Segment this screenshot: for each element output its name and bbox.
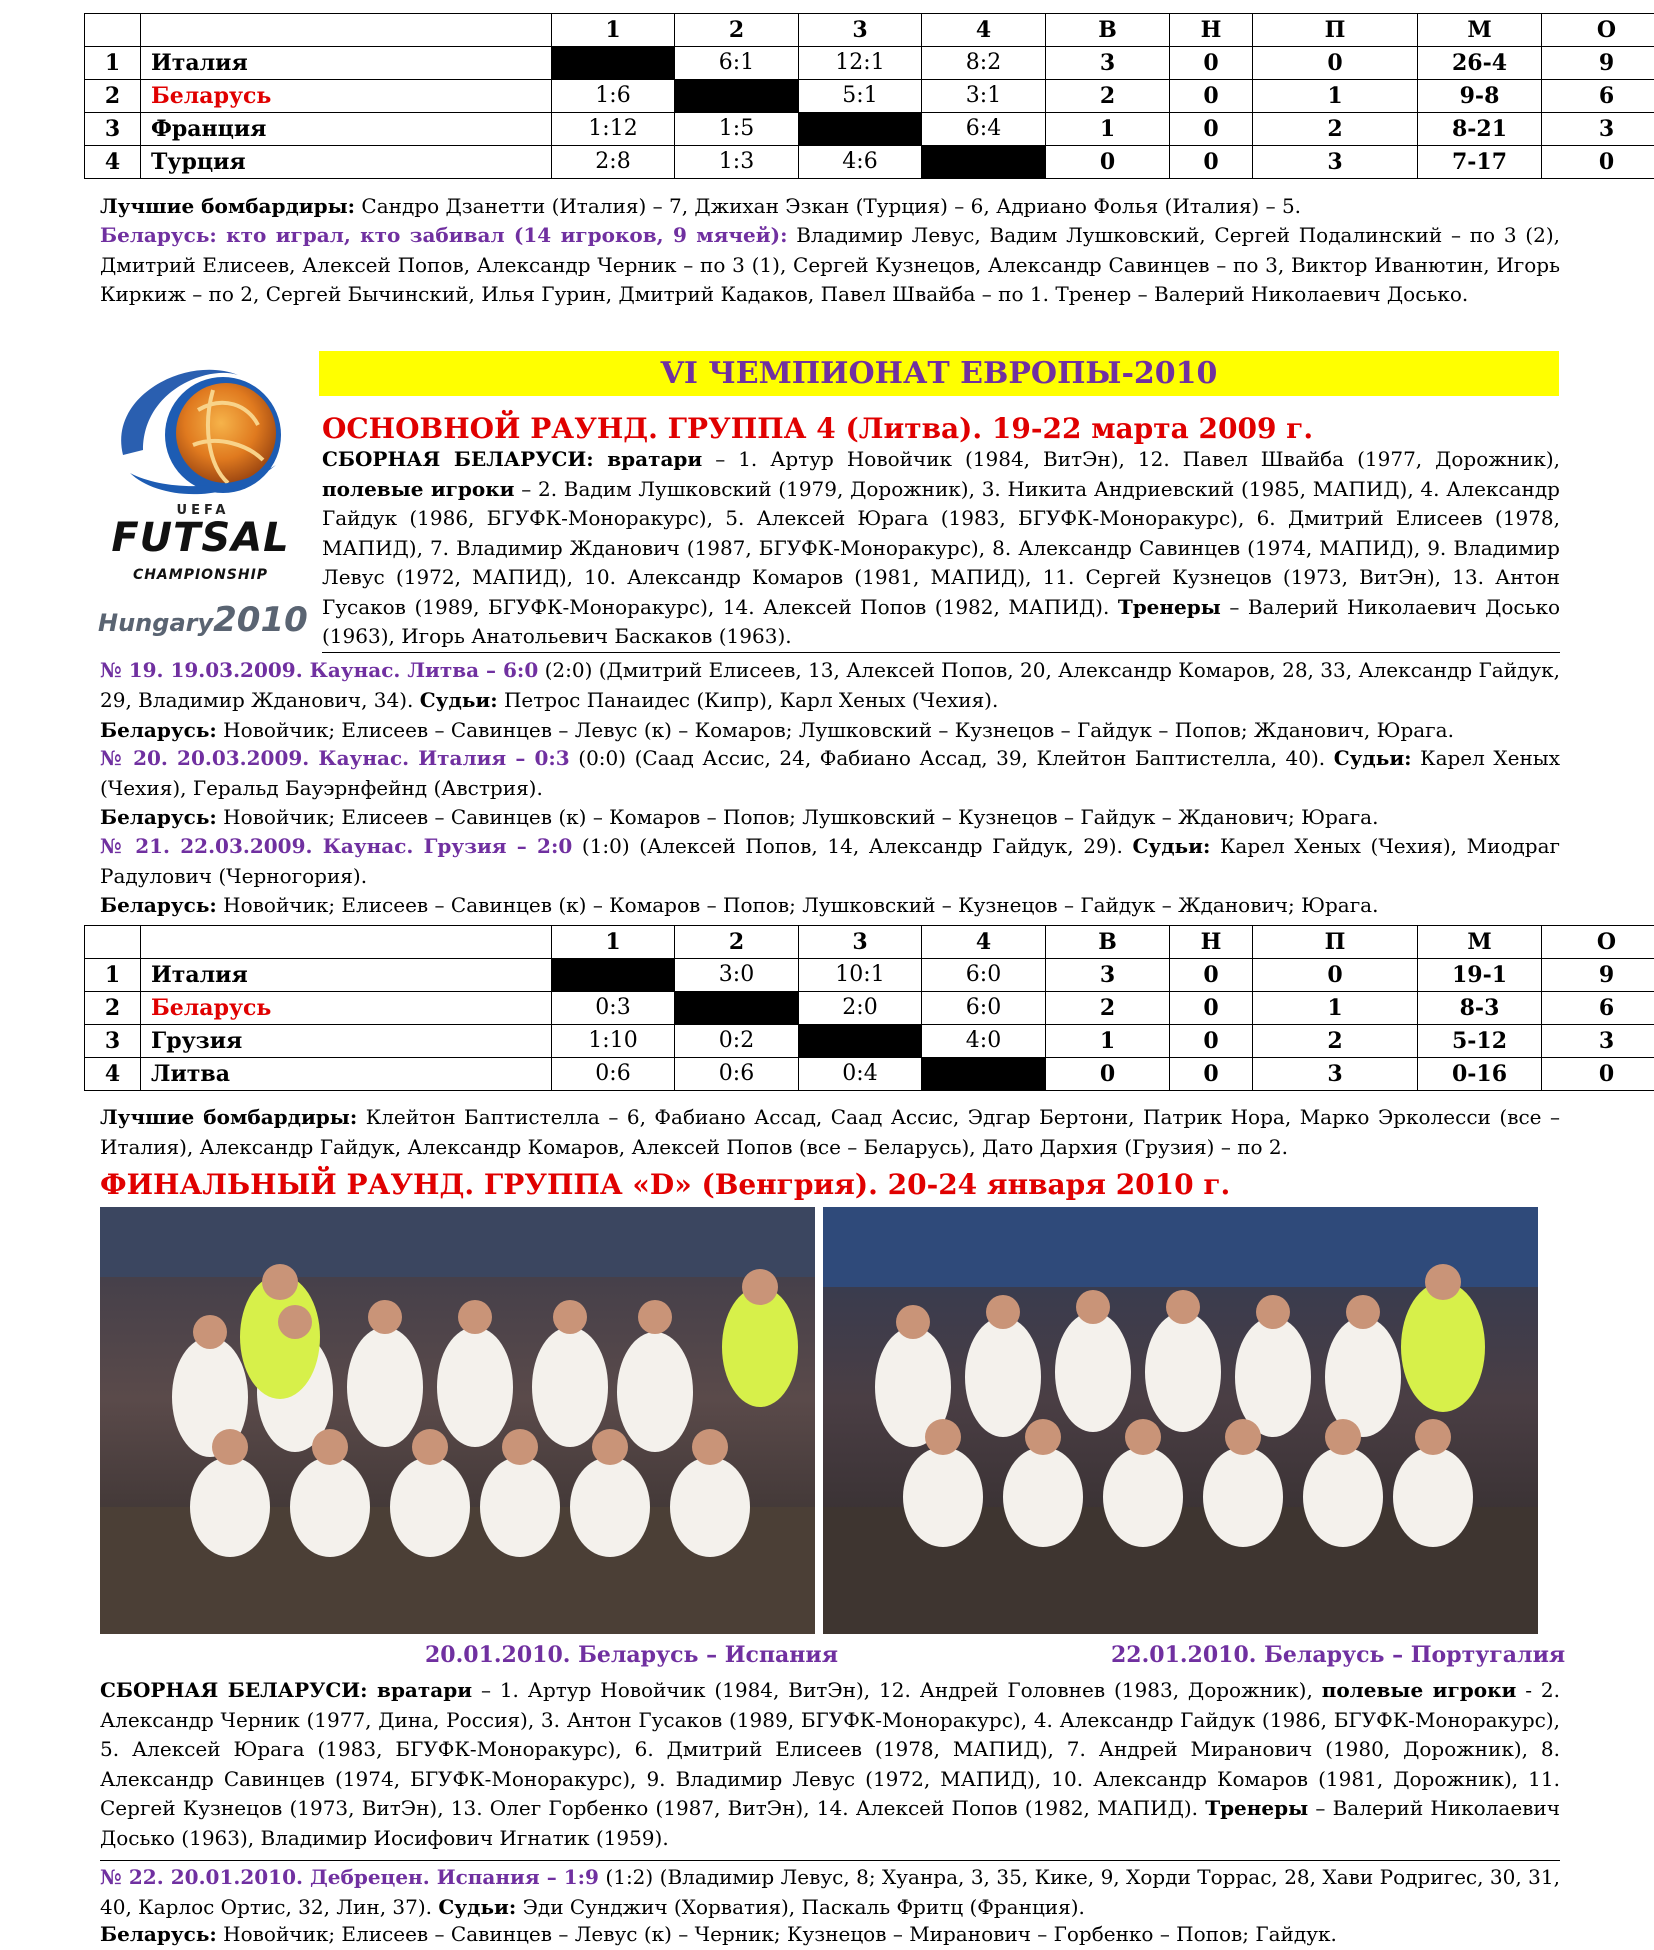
table-row: 3 Грузия 1:10 0:2 4:0 1 0 2 5-12 3 [85,1025,1654,1058]
photo-caption-portugal: 22.01.2010. Беларусь – Португалия [1111,1642,1566,1668]
standings-table-2 [84,925,1654,1091]
match-22: № 22. 20.01.2010. Дебрецен. Испания – 1:9 (1:2) (Владимир Левус, 8; Хуанра, 3, 35, Кике, 9, Хорди Торрас, 28, Хави Родригес, 30, 31, 40, Карлос Ортис, 32, Лин, 37). Судьи: Эди Сунджич (Хорватия), Паскаль Фритц (Франция). [100,1865,1560,1919]
belarus-players-1: Беларусь: кто играл, кто забивал (14 игроков, 9 мячей): Владимир Левус, Вадим Лушковский, Сергей Подалинский – по 3 (2), Дмитрий Елисеев, Алексей Попов, Александр Черник – по 3 (1), Сергей Кузнецов, Александр Савинцев – по 3, Виктор Иванютин, Игорь Киркиж – по 2, Сергей Бычинский, Илья Гурин, Дмитрий Кадаков, Павел Швайба – по 1. Тренер – Валерий Николаевич Досько. [100,223,1560,306]
table-header-row: 1 2 3 4 В Н П М О [85,14,1654,47]
uefa-futsal-logo [98,355,308,645]
match-21: № 21. 22.03.2009. Каунас. Грузия – 2:0 (1:0) (Алексей Попов, 14, Александр Гайдук, 29). Судьи: Карел Хеных (Чехия), Миодраг Радулович (Черногория). [100,834,1561,888]
divider [322,652,1560,653]
uefa-label: UEFA [176,503,230,518]
match-20: № 20. 20.03.2009. Каунас. Италия – 0:3 (0:0) (Саад Ассис, 24, Фабиано Ассад, 39, Клейтон Баптистелла, 40). Судьи: Карел Хеных (Чехия), Геральд Бауэрнфейнд (Австрия). [100,746,1560,800]
table-row: 4 Литва 0:6 0:6 0:4 0 0 3 0-16 0 [85,1058,1654,1091]
divider [100,1860,1560,1861]
match-19-lineup: Беларусь: Новойчик; Елисеев – Савинцев – Левус (к) – Комаров; Лушковский – Кузнецов – Гайдук – Попов; Жданович, Юрага. [100,718,1454,742]
championship-label: CHAMPIONSHIP [132,567,269,583]
table-row: 2 Беларусь 0:3 2:0 6:0 2 0 1 8-3 6 [85,992,1654,1025]
scorers-1: Лучшие бомбардиры: Сандро Дзанетти (Италия) – 7, Джихан Эзкан (Турция) – 6, Адриано Фолья (Италия) – 5. [100,194,1302,218]
match-21-lineup: Беларусь: Новойчик; Елисеев – Савинцев (к) – Комаров – Попов; Лушковский – Кузнецов – Гайдук – Жданович; Юрага. [100,893,1379,917]
table-row: 2 Беларусь 1:6 5:1 3:1 2 0 1 9-8 6 [85,80,1654,113]
match-22-lineup: Беларусь: Новойчик; Елисеев – Савинцев – Левус (к) – Черник; Кузнецов – Миранович – Горбенко – Попов; Гайдук. [100,1922,1337,1946]
squad-2: СБОРНАЯ БЕЛАРУСИ: вратари – 1. Артур Новойчик (1984, ВитЭн), 12. Андрей Головнев (1983, Дорожник), полевые игроки - 2. Александр Черник (1977, Дина, Россия), 3. Антон Гусаков (1989, БГУФК-Моноракурс), 4. Александр Гайдук (1986, БГУФК-Моноракурс), 5. Алексей Юрага (1983, БГУФК-Моноракурс), 6. Дмитрий Елисеев (1978, МАПИД), 7. Андрей Миранович (1980, Дорожник), 8. Александр Савинцев (1974, БГУФК-Моноракурс), 9. Владимир Левус (1972, МАПИД), 10. Александр Комаров (1981, Дорожник), 11. Сергей Кузнецов (1973, ВитЭн), 13. Олег Горбенко (1987, ВитЭн), 14. Алексей Попов (1982, МАПИД). Тренеры – Валерий Николаевич Досько (1963), Владимир Иосифович Игнатик (1959). [100,1678,1560,1850]
table-row: 4 Турция 2:8 1:3 4:6 0 0 3 7-17 0 [85,146,1654,179]
table-row: 3 Франция 1:12 1:5 6:4 1 0 2 8-21 3 [85,113,1654,146]
table-header-row: 1 2 3 4 В Н П М О [85,926,1654,959]
table-row: 1 Италия 6:1 12:1 8:2 3 0 0 26-4 9 [85,47,1654,80]
futsal-ball-icon [98,355,303,505]
match-19: № 19. 19.03.2009. Каунас. Литва – 6:0 (2:0) (Дмитрий Елисеев, 13, Алексей Попов, 20, Александр Комаров, 28, 33, Александр Гайдук, 29, Владимир Жданович, 34). Судьи: Петрос Панаидес (Кипр), Карл Хеных (Чехия). [100,658,1560,712]
futsal-label: FUTSAL [111,515,290,561]
match-20-lineup: Беларусь: Новойчик; Елисеев – Савинцев (к) – Комаров – Попов; Лушковский – Кузнецов – Гайдук – Жданович; Юрага. [100,805,1379,829]
scorers-2: Лучшие бомбардиры: Клейтон Баптистелла – 6, Фабиано Ассад, Саад Ассис, Эдгар Бертони, Патрик Нора, Марко Эрколесси (все – Италия), Александр Гайдук, Александр Комаров, Алексей Попов (все – Беларусь), Дато Дархия (Грузия) – по 2. [100,1105,1560,1159]
table-row: 1 Италия 3:0 10:1 6:0 3 0 0 19-1 9 [85,959,1654,992]
team-photo-portugal [823,1207,1538,1634]
main-round-heading: ОСНОВНОЙ РАУНД. ГРУППА 4 (Литва). 19-22 марта 2009 г. [322,412,1314,445]
final-round-heading: ФИНАЛЬНЫЙ РАУНД. ГРУППА «D» (Венгрия). 20-24 января 2010 г. [100,1168,1231,1201]
standings-table-1 [84,13,1654,179]
hungary-2010-label: Hungary2010 [98,600,308,640]
championship-banner: VI ЧЕМПИОНАТ ЕВРОПЫ-2010 [319,351,1559,396]
squad-1: СБОРНАЯ БЕЛАРУСИ: вратари – 1. Артур Новойчик (1984, ВитЭн), 12. Павел Швайба (1977, Дорожник), полевые игроки – 2. Вадим Лушковский (1979, Дорожник), 3. Никита Андриевский (1985, МАПИД), 4. Александр Гайдук (1986, БГУФК-Моноракурс), 5. Алексей Юрага (1983, БГУФК-Моноракурс), 6. Дмитрий Елисеев (1978, МАПИД), 7. Владимир Жданович (1987, БГУФК-Моноракурс), 8. Александр Савинцев (1974, МАПИД), 9. Владимир Левус (1972, МАПИД), 10. Александр Комаров (1981, МАПИД), 11. Сергей Кузнецов (1973, ВитЭн), 13. Антон Гусаков (1989, БГУФК-Моноракурс), 14. Алексей Попов (1982, МАПИД). Тренеры – Валерий Николаевич Досько (1963), Игорь Анатольевич Баскаков (1963). [322,447,1560,648]
team-photo-spain [100,1207,815,1634]
photo-caption-spain: 20.01.2010. Беларусь – Испания [425,1642,838,1668]
